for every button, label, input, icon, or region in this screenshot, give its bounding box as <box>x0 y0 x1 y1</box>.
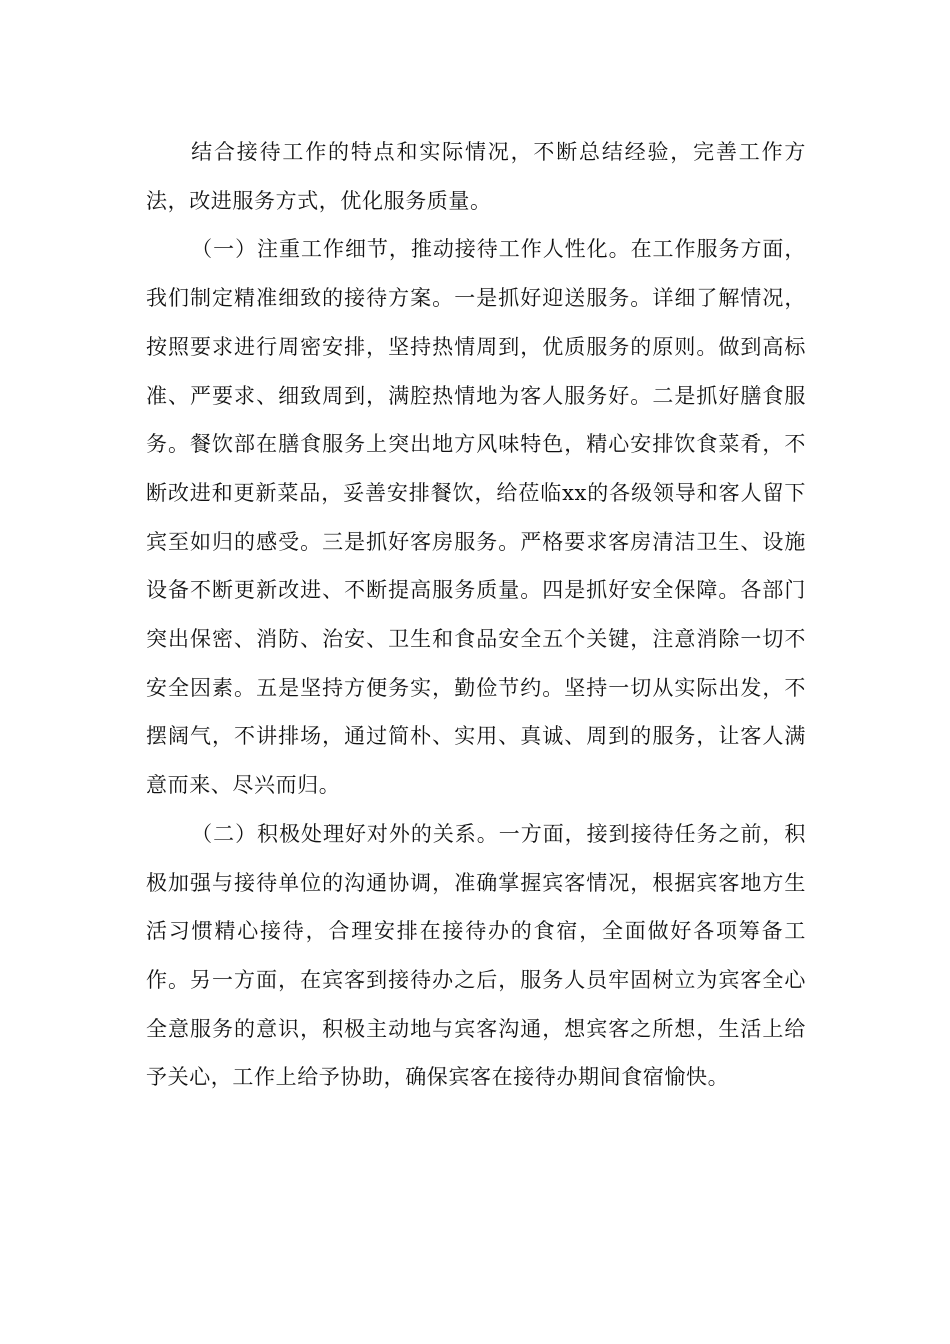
paragraph-section-one: （一）注重工作细节，推动接待工作人性化。在工作服务方面，我们制定精准细致的接待方案。一是抓好迎送服务。详细了解情况，按照要求进行周密安排，坚持热情周到，优质服务的原则。做到高标准、严要求、细致周到，满腔热情地为客人服务好。二是抓好膳食服务。餐饮部在膳食服务上突出地方风味特色，精心安排饮食菜肴，不断改进和更新菜品，妥善安排餐饮，给莅临xx的各级领导和客人留下宾至如归的感受。三是抓好客房服务。严格要求客房清洁卫生、设施设备不断更新改进、不断提高服务质量。四是抓好安全保障。各部门突出保密、消防、治安、卫生和食品安全五个关键，注意消除一切不安全因素。五是坚持方便务实，勤俭节约。坚持一切从实际出发，不摆阔气，不讲排场，通过简朴、实用、真诚、周到的服务，让客人满意而来、尽兴而归。 <box>146 237 806 798</box>
paragraph-intro: 结合接待工作的特点和实际情况，不断总结经验，完善工作方法，改进服务方式，优化服务质量。 <box>146 140 806 213</box>
document-body <box>146 128 806 1102</box>
paragraph-section-two: （二）积极处理好对外的关系。一方面，接到接待任务之前，积极加强与接待单位的沟通协调，准确掌握宾客情况，根据宾客地方生活习惯精心接待，合理安排在接待办的食宿，全面做好各项筹备工作。另一方面，在宾客到接待办之后，服务人员牢固树立为宾客全心全意服务的意识，积极主动地与宾客沟通，想宾客之所想，生活上给予关心，工作上给予协助，确保宾客在接待办期间食宿愉快。 <box>146 821 806 1090</box>
